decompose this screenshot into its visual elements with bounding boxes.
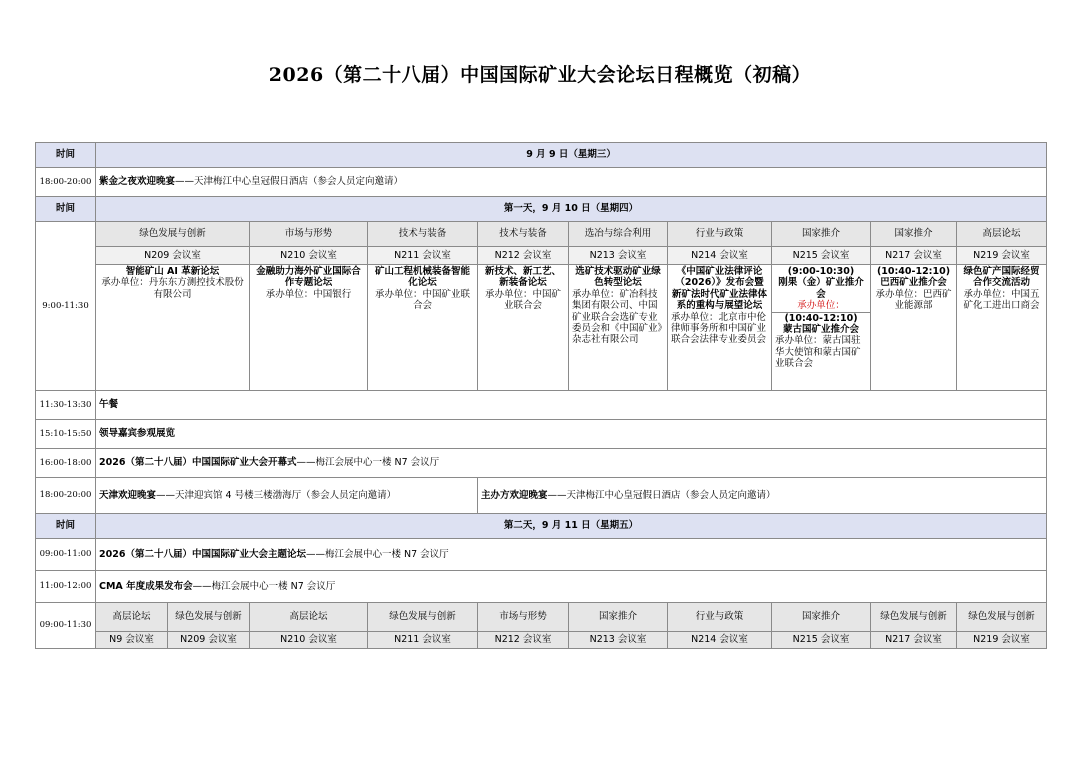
row-time: 9:00-11:30 <box>36 222 96 391</box>
forum-time: (10:40-12:10) <box>784 312 858 324</box>
forum-title: 矿山工程机械装备智能化论坛 <box>374 266 470 289</box>
event-cell <box>96 478 478 514</box>
row-time: 09:00-11:00 <box>36 539 96 571</box>
forum-time: (9:00-10:30) <box>787 266 855 277</box>
forum-title: 巴西矿业推介会 <box>880 277 947 289</box>
topic-cell: 国家推介 <box>772 603 871 632</box>
forum-host: 承办单位：蒙古国驻华大使馆和蒙古国矿业联合会 <box>775 335 861 370</box>
topic-cell: 绿色发展与创新 <box>368 603 478 632</box>
room-cell: N217 会议室 <box>871 632 957 649</box>
room-cell: N215 会议室 <box>772 247 871 265</box>
topic-cell: 高层论坛 <box>957 222 1047 247</box>
event-name: CMA 年度成果发布会 <box>99 580 193 592</box>
topic-cell: 绿色发展与创新 <box>168 603 250 632</box>
room-cell: N219 会议室 <box>957 247 1047 265</box>
table-row <box>36 391 1047 420</box>
room-cell: N212 会议室 <box>478 632 569 649</box>
event-detail: ——梅江会展中心一楼 N7 会议厅 <box>192 580 336 592</box>
forum-title: 刚果（金）矿业推介会 <box>778 277 864 300</box>
event-name: 紫金之夜欢迎晚宴 <box>99 176 176 188</box>
topic-cell: 国家推介 <box>772 222 871 247</box>
forum-title: 绿色矿产国际经贸合作交流活动 <box>963 266 1040 289</box>
forum-host: 承办单位：丹东东方测控技术股份有限公司 <box>101 277 244 300</box>
topic-cell: 国家推介 <box>569 603 668 632</box>
time-header: 时间 <box>36 143 96 168</box>
event-name: 2026（第二十八届）中国国际矿业大会开幕式 <box>99 457 297 469</box>
table-row <box>36 539 1047 571</box>
forum-cell <box>569 265 668 391</box>
topic-cell: 行业与政策 <box>668 603 772 632</box>
topic-cell: 技术与装备 <box>368 222 478 247</box>
room-cell: N210 会议室 <box>250 632 368 649</box>
day0-header-row <box>36 143 1047 168</box>
forum-title: 金融助力海外矿业国际合作专题论坛 <box>256 266 361 289</box>
event-detail: ——天津迎宾馆 4 号楼三楼渤海厅（参会人员定向邀请） <box>156 489 397 501</box>
row-time: 11:30-13:30 <box>36 391 96 420</box>
event-cell <box>96 571 1047 603</box>
event-cell <box>96 420 1047 449</box>
event-name: 主办方欢迎晚宴 <box>481 489 548 501</box>
forum-title: 蒙古国矿业推介会 <box>782 323 859 335</box>
day2-header: 第二天，9 月 11 日（星期五） <box>96 514 1047 539</box>
forum-cell <box>668 265 772 391</box>
page-title: 2026（第二十八届）中国国际矿业大会论坛日程概览（初稿） <box>268 64 812 86</box>
forum-host: 承办单位：矿冶科技集团有限公司、中国矿业联合会选矿专业委员会和《中国矿业》杂志社有限公司 <box>572 288 663 346</box>
forum-title: 新技术、新工艺、新装备论坛 <box>484 266 561 289</box>
room-cell: N209 会议室 <box>168 632 250 649</box>
row-time: 18:00-20:00 <box>36 168 96 197</box>
day2-room-row <box>36 632 1047 649</box>
day2-topic-row <box>36 603 1047 632</box>
room-cell: N210 会议室 <box>250 247 368 265</box>
forum-time: (10:40-12:10) <box>876 266 951 277</box>
event-name: 领导嘉宾参观展览 <box>99 428 176 440</box>
topic-cell: 技术与装备 <box>478 222 569 247</box>
table-row <box>36 420 1047 449</box>
day1-header-row <box>36 197 1047 222</box>
room-cell: N217 会议室 <box>871 247 957 265</box>
row-time: 16:00-18:00 <box>36 449 96 478</box>
topic-cell: 市场与形势 <box>478 603 569 632</box>
forum-title: 智能矿山 AI 革新论坛 <box>125 266 220 277</box>
schedule-table <box>35 142 1047 649</box>
event-detail: ——天津梅江中心皇冠假日酒店（参会人员定向邀请） <box>547 489 776 501</box>
event-cell <box>96 539 1047 571</box>
event-cell <box>96 391 1047 420</box>
forum-cell <box>478 265 569 391</box>
room-cell: N214 会议室 <box>668 632 772 649</box>
day0-header: 9 月 9 日（星期三） <box>96 143 1047 168</box>
forum-host: 承办单位：中国矿业联合会 <box>484 288 561 312</box>
event-detail: ——天津梅江中心皇冠假日酒店（参会人员定向邀请） <box>175 176 404 188</box>
topic-cell: 绿色发展与创新 <box>96 222 250 247</box>
table-row <box>36 478 1047 514</box>
room-cell: N219 会议室 <box>957 632 1047 649</box>
row-time: 09:00-11:30 <box>36 603 96 649</box>
day1-room-row <box>36 247 1047 265</box>
forum-cell <box>772 265 871 391</box>
event-cell <box>96 168 1047 197</box>
table-row <box>36 571 1047 603</box>
table-row <box>36 168 1047 197</box>
forum-cell <box>368 265 478 391</box>
room-cell: N214 会议室 <box>668 247 772 265</box>
forum-host: 承办单位：中国银行 <box>265 288 352 300</box>
room-cell: N209 会议室 <box>96 247 250 265</box>
event-cell <box>478 478 1047 514</box>
day2-header-row <box>36 514 1047 539</box>
room-cell: N9 会议室 <box>96 632 168 649</box>
forum-host: 承办单位： <box>797 300 845 312</box>
topic-cell: 高层论坛 <box>250 603 368 632</box>
event-name: 午餐 <box>99 399 119 411</box>
forum-cell <box>871 265 957 391</box>
time-header: 时间 <box>36 197 96 222</box>
room-cell: N211 会议室 <box>368 632 478 649</box>
event-name: 天津欢迎晚宴 <box>99 489 157 501</box>
forum-host: 承办单位：中国五矿化工进出口商会 <box>963 288 1040 312</box>
room-cell: N213 会议室 <box>569 632 668 649</box>
forum-title: 《中国矿业法律评论（2026）》发布会暨新矿法时代矿业法律体系的重构与展望论坛 <box>671 266 767 312</box>
row-time: 15:10-15:50 <box>36 420 96 449</box>
forum-host: 承办单位：巴西矿业能源部 <box>875 288 952 312</box>
room-cell: N215 会议室 <box>772 632 871 649</box>
forum-host: 承办单位：北京市中伦律师事务所和中国矿业联合会法律专业委员会 <box>671 311 767 346</box>
time-header: 时间 <box>36 514 96 539</box>
day1-header: 第一天，9 月 10 日（星期四） <box>96 197 1047 222</box>
event-detail: ——梅江会展中心一楼 N7 会议厅 <box>305 548 449 560</box>
forum-cell <box>96 265 250 391</box>
row-time: 11:00-12:00 <box>36 571 96 603</box>
forum-cell <box>250 265 368 391</box>
topic-cell: 选冶与综合利用 <box>569 222 668 247</box>
room-cell: N213 会议室 <box>569 247 668 265</box>
topic-cell: 行业与政策 <box>668 222 772 247</box>
event-cell <box>96 449 1047 478</box>
topic-cell: 市场与形势 <box>250 222 368 247</box>
row-time: 18:00-20:00 <box>36 478 96 514</box>
event-name: 2026（第二十八届）中国国际矿业大会主题论坛 <box>99 548 306 560</box>
topic-cell: 绿色发展与创新 <box>871 603 957 632</box>
room-cell: N211 会议室 <box>368 247 478 265</box>
table-row <box>36 449 1047 478</box>
day1-topic-row <box>36 222 1047 247</box>
event-detail: ——梅江会展中心一楼 N7 会议厅 <box>296 457 440 469</box>
forum-cell <box>957 265 1047 391</box>
topic-cell: 绿色发展与创新 <box>957 603 1047 632</box>
forum-title: 选矿技术驱动矿业绿色转型论坛 <box>575 266 661 289</box>
forum-host: 承办单位：中国矿业联合会 <box>374 288 470 312</box>
topic-cell: 国家推介 <box>871 222 957 247</box>
room-cell: N212 会议室 <box>478 247 569 265</box>
topic-cell: 高层论坛 <box>96 603 168 632</box>
day1-forum-row <box>36 265 1047 391</box>
